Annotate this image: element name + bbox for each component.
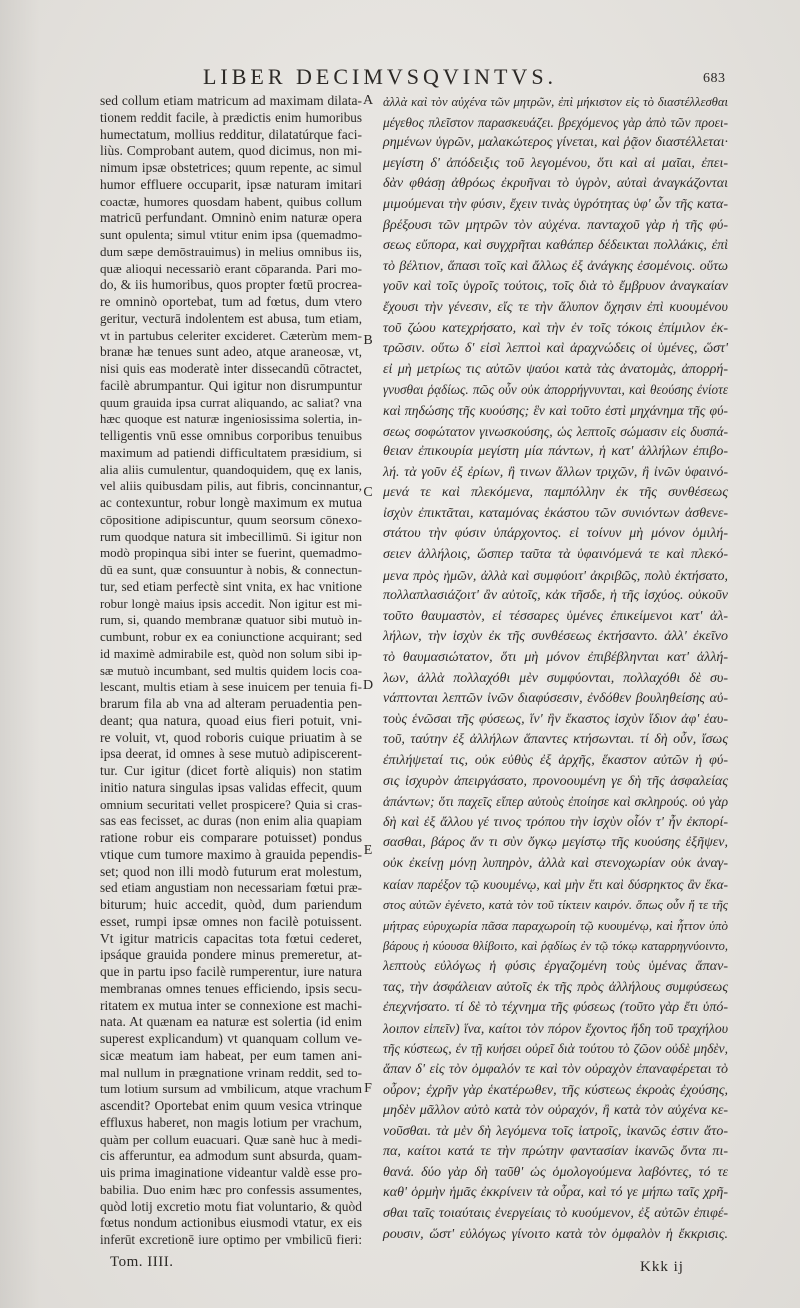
latin-text-line: cōpositione adipiscuntur, quum seorsum cōnexo-: [100, 511, 362, 527]
greek-text-line: μενα πρὸς ἡμῶν, ἀλλὰ καὶ συμφύοιτ' ἀκριβῶς, πολὺ ἐκτήσατο,: [383, 567, 728, 583]
latin-text-line: liùs. Comprobant autem, quod dicimus, non mi-: [100, 143, 362, 159]
greek-text-line: γοῦν καὶ τοῖς ὑγροῖς τούτοις, τοῖς διὰ τὸ ἔμβρυον ἀναγκαίαν: [383, 279, 728, 295]
latin-text-line: coactæ, humores quosdam habent, quibus collum: [100, 193, 362, 209]
greek-text-line: δὴ καὶ ἐξ ἄλλου γέ τινος τρόπου τὴν ἰσχὺν οἷόν τ' ἦν ἐκπορί-: [383, 814, 728, 830]
latin-text-line: ascendit? Oportebat enim quum vesica vtrinque: [100, 1098, 362, 1113]
greek-text-line: ἔχουσι τὴν γένεσιν, εἴς τε τὴν ἄλυπον ὄχησιν ἐπὶ κυουμένου: [383, 299, 728, 315]
latin-text-line: quòd lotij excretio motu fiat voluntario, & quòd: [100, 1198, 362, 1214]
greek-text-line: καθ' ὁρμὴν ἡμᾶς ἐκκρίνειν τὰ οὖρα, καὶ τό γε μήπω ταῖς χρῆ-: [383, 1185, 728, 1201]
latin-text-line: modò propinqua sibi inter se fuerint, quemadmo-: [100, 545, 362, 561]
greek-text-line: θανά. δύο γὰρ δὴ ταῦθ' ὡς ὁμολογούμενα λαβόντες, τό τε: [383, 1164, 728, 1180]
latin-text-line: hæc quoque est naturæ ingeniosissima solertia, in-: [100, 412, 362, 427]
latin-text-line: facilè abrumpantur. Qui igitur non disrumpuntur: [100, 377, 362, 393]
latin-text-line: ritatem ex mutua inter se connexione est machi-: [100, 997, 362, 1013]
latin-text-line: id maximè admirabile est, quòd non solum sibi ip-: [100, 646, 362, 661]
greek-text-line: σειεν ἀλλήλοις, ὥσπερ ταῦτα τὰ ὑφαινόμενά τε καὶ πλεκό-: [383, 547, 728, 563]
latin-text-line: sed etiam angustiam non necessariam fœtui præ-: [100, 880, 362, 896]
latin-text-line: omnium securitati vellet prospicere? Quia si cras-: [100, 796, 362, 812]
greek-text-line: μεγίστη δ' ἀπόδειξις τοῦ λεγομένου, ὅτι καὶ αἱ μαῖαι, ἐπει-: [383, 155, 728, 171]
greek-text-line: τας, τὴν ἀσφάλειαν αὐτοῖς ἐκ τῆς πρὸς ἀλλήλους συμφύσεως: [383, 979, 728, 995]
greek-text-line: λήλων, τὴν ἰσχὺν ἐκ τῆς συνθέσεως ἐκτήσαντο. ἀλλ' ἐκεῖνο: [383, 629, 728, 645]
greek-text-line: σεως σοφώτατον γινωσκούσης, ὡς λεπτοῖς σώμασιν εἰς δυσπά-: [383, 423, 728, 439]
greek-text-line: στάτου τὴν φύσιν ὑπάρχοντος. εἰ τοίνυν μὴ μόνον ὁμιλή-: [383, 526, 728, 542]
running-title: LIBER DECIMVSQVINTVS.: [202, 64, 558, 89]
latin-text-line: initio natura singulas ipsas validas effecit, quum: [100, 779, 362, 795]
margin-letter-b: B: [363, 333, 373, 348]
greek-text-line: ἀλλὰ καὶ τὸν αὐχένα τῶν μητρῶν, ἐπὶ μήκιστον εἰς τὸ διαστέλλεσθαι: [383, 95, 728, 109]
latin-text-line: telligentis vnū esse omnibus corporibus tenuibus: [100, 428, 362, 443]
margin-letter-c: C: [363, 485, 373, 500]
latin-text-line: nimum ipsæ obstetrices; quum repente, ac simul: [100, 160, 362, 175]
latin-text-line: esset, rumpi ipsæ omnes non facilè potuissent.: [100, 913, 362, 929]
greek-text-line: τοῦτο θαυμαστὸν, εἰ τέσσαρες ὑμένες ἐπικείμενοι κατ' ἀλ-: [383, 608, 728, 624]
margin-letter-a: A: [362, 93, 374, 108]
latin-text-line: geritur, vecturā indolentem est abusa, tum etiam,: [100, 310, 362, 326]
latin-text-line: rum, si, quando membranæ quatuor sibi mutuò in-: [100, 613, 362, 628]
margin-letter-d: D: [362, 678, 374, 693]
greek-text-line: τὸ βέλτιον, ἅπασι τοῖς καὶ ἄλλως ἐξ ἀνάγκης ἐσομένοις. οὕτω: [383, 258, 728, 274]
latin-text-line: maximum ad patiendi difficultatem præsidium, si: [100, 444, 362, 460]
greek-text-line: μιμούμεναι τὴν φύσιν, ἔχειν τινὰς ὑγρότητας ὑφ' ὧν τῆς κατα-: [383, 196, 728, 212]
latin-text-line: vel aliis quibusdam pilis, aut fibris, concinnantur,: [100, 478, 362, 494]
latin-text-line: uis prima imaginatione videantur valdè esse pro-: [100, 1165, 362, 1180]
greek-text-line: τοῦ ζώου κατεχρήσατο, καὶ τὴν ἐν τοῖς τόκοις ἐπίμιλον ἐκ-: [383, 320, 728, 336]
greek-text-line: λοιπον εἰπεῖν) ἵνα, καίτοι τὸν πόρον ἔχοντος ἤδη τοῦ τραχήλου: [383, 1020, 728, 1036]
latin-text-line: nata. At quænam ea naturæ est solertia (id enim: [100, 1014, 362, 1030]
latin-text-line: biturum; huic accedit, quòd, dum pariendum: [100, 897, 362, 912]
latin-text-line: tionem reddit facile, à prædictis enim humoribus: [100, 109, 362, 125]
latin-text-line: brarum fila ab vna ad alteram peruadentia pen-: [100, 696, 362, 711]
greek-text-line: δὰν φθάσῃ ἀθρόως ἐκρυῆναι τὸ ὑγρὸν, αὐταὶ ἀναγκάζονται: [383, 176, 728, 192]
latin-text-line: sicæ meatum iam habeat, per eum tamen ani-: [100, 1047, 362, 1063]
greek-text-line: οὖρον; ἐχρῆν γὰρ ἑκατέρωθεν, τῆς κύστεως ἐκροὰς ἐχούσης,: [383, 1082, 728, 1098]
greek-text-line: μέγεθος πλεῖστον παρασκευάζει. βρεχόμενος γὰρ ἀπὸ τῶν προει-: [383, 114, 728, 130]
latin-text-line: dū ea sunt, quæ consuuntur à nobis, & connectun-: [100, 563, 362, 577]
greek-text-line: στος αὐτῶν ἐγένετο, κατὰ τὸν τοῦ τίκτειν καιρόν. ὅπως οὖν ἥ τε τῆς: [383, 898, 728, 913]
latin-text-line: rum quodque natura sit imbecillimū. Si igitur non: [100, 528, 362, 544]
latin-text-line: ipsáque grauida pondere minus premeretur, at-: [100, 947, 362, 963]
greek-text-line: ρουσιν, ὥστ' εὐλόγως γίνοιτο κατὰ τὸν ὀμφαλὸν ἡ ἔκκρισις.: [383, 1226, 728, 1242]
greek-text-line: σις ἰσχυρὸν ἀπειργάσατο, προνοουμένη γε δὴ τῆς ἀσφαλείας: [383, 773, 728, 789]
latin-text-line: cumbunt, robur ex ea coniunctione acquirant; sed: [100, 629, 362, 644]
greek-text-line: σεως εὔπορα, καὶ συγχρῆται καθάπερ δέδεικται πολλάκις, ἐπὶ: [383, 238, 728, 254]
page-number: 683: [703, 71, 726, 86]
latin-text-line: branæ hæ tenues sunt adeo, atque araneosæ, vt,: [100, 344, 362, 360]
greek-text-line: ἅπαν δ' εἰς τὸν ὀμφαλόν τε καὶ τὸν οὐραχὸν ἐπαναφέρεται τὸ: [383, 1061, 728, 1077]
latin-text-line: re voluit, vt, quod roboris cuique priuatim à se: [100, 729, 362, 745]
greek-text-line: θειαν ἐπικουρία μεγίστη μία πάντων, ἡ κατ' ἀλλήλων ἐπιβο-: [383, 444, 728, 460]
greek-text-line: λή. τὰ γοῦν ἐξ ἐρίων, ἢ τινων ἄλλων τριχῶν, ἢ ἰνῶν ὑφαινό-: [383, 464, 728, 480]
latin-text-line: fœtus nondum actionibus eiusmodi vtatur, ex eis: [100, 1215, 362, 1231]
latin-text-line: vtique cum tumore maximo à grauida pependis-: [100, 846, 362, 862]
latin-text-line: cis afferuntur, ea admodum sunt absurda, quam-: [100, 1148, 362, 1164]
latin-text-line: tur. Cur igitur (dicet fortè aliquis) non statim: [100, 763, 362, 778]
latin-text-line: sas eas fecisset, ac duras (non enim alia quapiam: [100, 813, 362, 829]
greek-text-line: βρέξουσι τῶν μητρῶν τὸν αὐχένα. πανταχοῦ γὰρ ἡ τῆς φύ-: [383, 217, 728, 233]
greek-text-line: καίαν παρέξον τῷ κυουμένῳ, καὶ μὴν ἔτι καὶ δύσρηκτος ἂν ἕκα-: [383, 876, 728, 892]
latin-text-line: nisi quis eas moderatè inter dissecandū cōtractet,: [100, 361, 362, 376]
greek-text-line: πολλαπλασιάζοιτ' ἂν αὐτοῖς, κἀκ τῆσδε, ἡ τῆς ἰσχύος. οὐκοῦν: [383, 588, 728, 604]
latin-text-line: quàm per collum euacuari. Quæ sanè huc à medi-: [100, 1131, 362, 1147]
latin-text-line: deant; qua natura, quoad eius fieri potuit, vni-: [100, 712, 362, 728]
volume-marker: Tom. IIII.: [110, 1254, 174, 1270]
latin-text-line: effluxus haberet, non magis lotium per vrachum,: [100, 1114, 362, 1130]
latin-text-line: sed collum etiam matricum ad maximam dilata-: [100, 93, 362, 108]
greek-text-line: λων, ἀλλὰ πολλαχόθι μὲν συμφύονται, πολλαχόθι δὲ συ-: [383, 670, 728, 686]
latin-text-line: robur longè maius ipsis accedit. Non igitur est mi-: [100, 596, 362, 611]
greek-text-line: σασθαι, βάρος ἄν τι σὺν ὄγκῳ μεγίστῳ τῆς κυούσης ἐξῆψεν,: [383, 835, 728, 851]
greek-text-line: ρημένων ὑγρῶν, μαλακώτερος γίνεται, καὶ ῥᾷον διαστέλλεται·: [383, 135, 728, 151]
latin-text-line: do, & iis humoribus, quos propter fœtū procrea-: [100, 277, 362, 293]
latin-text-line: tum lotium sursum ad vmbilicum, atque vrachum: [100, 1081, 362, 1097]
latin-text-line: sunt opulenta; simul vtitur enim ipsa (quemadmo-: [100, 228, 362, 242]
latin-text-line: Vt igitur matricis capacitas tota fœtui cederet,: [100, 930, 362, 946]
latin-text-line: re omninò oportebat, tum ad fœtus, dum vtero: [100, 294, 362, 309]
greek-text-line: μενά τε καὶ πλεκόμενα, παμπόλλην ἐκ τῆς συνθέσεως: [383, 485, 728, 501]
greek-text-line: οὐκ ἐκείνῃ μόνῃ λυπηρὸν, ἀλλὰ καὶ στενοχωρίαν οὐκ ἀναγ-: [383, 855, 728, 871]
latin-column: [100, 93, 362, 1249]
greek-text-line: τοῦ, ταύτην ἐξ ἀλλήλων ἅπαντες κτήσωνται. τί δὴ οὖν, ἴσως: [383, 732, 728, 748]
latin-text-line: ac contexuntur, robur longè maximum ex mutua: [100, 495, 362, 510]
latin-text-line: humor effluere occuparit, ipsæ naturam imitari: [100, 176, 362, 192]
latin-text-line: ratione robur eis comparare potuisset) pondus: [100, 830, 362, 845]
greek-text-line: μήτρας εὐρυχωρία πᾶσα παραχωροίη τῷ κυουμένῳ, καὶ ἧττον ὑπὸ: [383, 917, 728, 933]
latin-text-line: que in partu ipso facilè rumperentur, iure natura: [100, 964, 362, 979]
greek-text-line: ἐπιλήψεταί τις, οὐκ εὐθὺς ἐξ ἀρχῆς, ἕκαστον αὐτῶν ἡ φύ-: [383, 753, 728, 768]
greek-text-line: μηδὲν μᾶλλον αὐτὸ κατὰ τὸν οὐραχόν, ἢ κατὰ τὸν αὐχένα κε-: [383, 1103, 728, 1119]
latin-text-line: set; quod non illi modò futurum erat molestum,: [100, 863, 362, 879]
greek-text-line: τὸ θαυμασιώτατον, ὅτι μὴ μόνον ἐπιβέβληνται κατ' ἀλλή-: [383, 650, 728, 666]
greek-text-line: σθαι ταῖς τοιαύταις ἐνεργείαις τὸ κυούμενον, ἐξ αὐτῶν ἐπιφέ-: [383, 1206, 728, 1222]
greek-text-line: νοῦσθαι. τὰ μὲν δὴ λεγόμενα τοῖς ἰατροῖς, ἱκανῶς ἐστιν ἄτο-: [383, 1123, 728, 1139]
greek-text-line: λεπτοὺς εὐλόγως ἡ φύσις ἐργαζομένη τοὺς ὑμένας ἅπαν-: [383, 958, 728, 974]
latin-text-line: alia aliis cumulentur, quandoquidem, quę ex lanis,: [100, 462, 362, 477]
latin-text-line: sæ mutuò incumbant, sed multis quidem locis coa-: [100, 663, 362, 678]
latin-text-line: dum sæpe demōstrauimus) in melius omnibus iis,: [100, 243, 362, 259]
greek-text-line: ἁπάντων; ὅτι παχεῖς εἴπερ αὐτοὺς ἐποίησε καὶ σκληρούς. οὐ γὰρ: [383, 794, 728, 810]
greek-column: [383, 92, 728, 1245]
latin-text-line: lescant, multis etiam à sese inuicem per tenuia fi-: [100, 679, 362, 695]
latin-text-line: humectatum, mollius redditur, dilatatúrque faci-: [100, 126, 362, 142]
latin-text-line: superest explicandum) vt quanquam collum ve-: [100, 1031, 362, 1046]
latin-text-line: tur, sed etiam perfectè sint vnita, ex hac vnitione: [100, 578, 362, 594]
latin-text-line: inferūt excretionē iure optimo per vmbilicū fieri:: [100, 1232, 362, 1247]
greek-text-line: ἰσχὺν ἐπικτᾶται, καταμόνας ἑκάστου τῶν συνιόντων ἀσθενε-: [383, 505, 728, 521]
greek-text-line: εἰ μὴ μετρίως τις αὐτῶν ψαύοι κατὰ τὰς ἀνατομὰς, ἀπορρή-: [383, 361, 728, 377]
latin-text-line: quum grauida ipsa currat aliquando, ac saliat? vna: [100, 395, 362, 410]
latin-text-line: matricū perfundant. Omninò enim naturæ opera: [100, 210, 362, 226]
latin-text-line: mal nullum in prægnatione vrinam reddit, sed to-: [100, 1064, 362, 1080]
greek-text-line: πα, καίτοι κατά τε τὴν πρώτην φαντασίαν ἱκανῶς ὄντα πι-: [383, 1144, 728, 1160]
greek-text-line: καὶ πηδώσης τῆς κυούσης; ἓν καὶ τοῦτο ἐστὶ μηχάνημα τῆς φύ-: [383, 402, 728, 418]
latin-text-line: babilia. Duo enim hæc pro confessis assumentes,: [100, 1181, 362, 1197]
latin-text-line: membranas omnes tenues efficiendo, ipsis secu-: [100, 980, 362, 996]
latin-text-line: ipsa deerat, id omnes à sese mutuò adipiscerent-: [100, 746, 362, 762]
greek-text-line: γνυσθαι ῥᾳδίως. πῶς οὖν οὐκ ἀπορρήγνυνται, καὶ θεούσης ἐνίοτε: [383, 382, 728, 398]
greek-text-line: ἐπεχνήσατο. τί δὲ τὸ τέχνημα τῆς φύσεως (τοῦτο γὰρ ἔτι ὑπό-: [383, 1000, 728, 1016]
margin-letter-f: F: [364, 1081, 372, 1096]
margin-letter-e: E: [363, 843, 373, 858]
greek-text-line: τοὺς ἑνῶσαι τῆς φύσεως, ἵν' ἣν ἕκαστος ἰσχὺν ἴδιον ἀφ' ἑαυ-: [383, 711, 728, 727]
greek-text-line: βάρους ἡ κύουσα θλίβοιτο, καὶ ῥᾳδίως ἐν τῷ τόκῳ καταρρηγνύοιντο,: [383, 939, 728, 954]
greek-text-line: τῆς κύστεως, ἐν τῇ κυήσει οὐρεῖ διὰ τούτου τὸ ζῶον οὐδὲ μηδὲν,: [383, 1041, 728, 1057]
latin-text-line: quæ alioqui necessariò erant cōparanda. Pari mo-: [100, 260, 362, 276]
latin-text-line: vt in partubus celeriter excideret. Cæterùm mem-: [100, 327, 362, 343]
signature-mark: Kkk ij: [640, 1259, 684, 1275]
greek-text-line: τρῶσιν. οὕτω δ' εἰσὶ λεπτοὶ καὶ ἀραχνώδεις οἱ ὑμένες, ὥστ': [383, 341, 728, 357]
greek-text-line: νάπτονται λεπτῶν ἰνῶν διαφύσεσιν, ἐνδόθεν βουληθείσης αὐ-: [383, 691, 728, 707]
